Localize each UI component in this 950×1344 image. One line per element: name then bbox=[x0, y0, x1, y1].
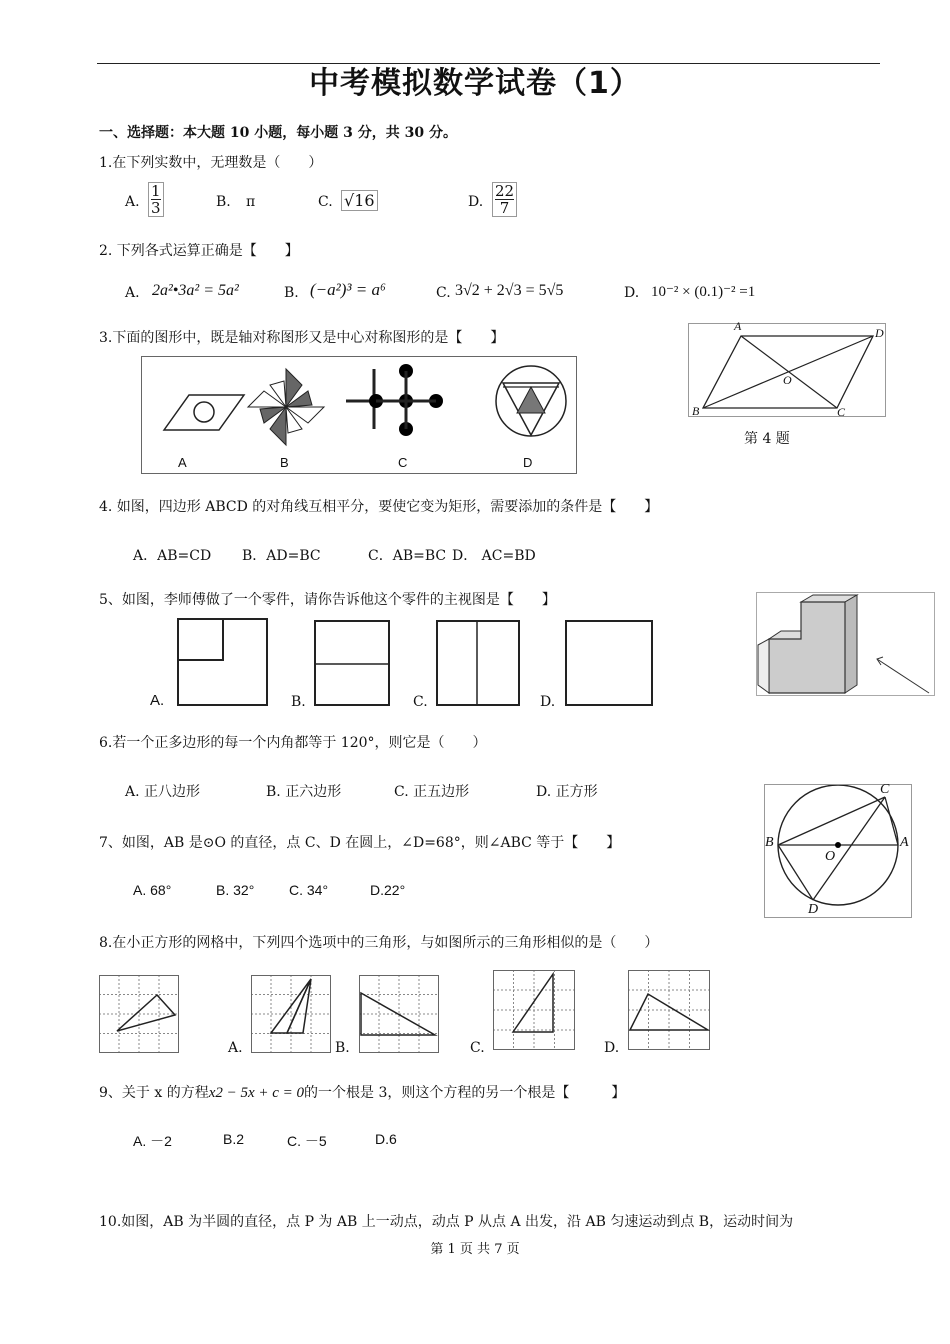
q1-a-denominator: 3 bbox=[151, 199, 161, 217]
q4-figure bbox=[688, 319, 886, 419]
q1-a-numerator: 1 bbox=[151, 182, 161, 200]
q2-option-a-label: A. bbox=[125, 285, 140, 301]
q9-option-d: D.6 bbox=[375, 1131, 397, 1147]
q4-option-d: D． AC=BD bbox=[452, 548, 536, 564]
q7-point-b: B bbox=[765, 835, 774, 850]
q1-d-denominator: 7 bbox=[495, 199, 514, 216]
q4-parallelogram-svg bbox=[689, 324, 885, 416]
q4-option-c: C．AB=BC bbox=[368, 548, 447, 564]
q9-option-b: B.2 bbox=[223, 1131, 245, 1147]
grid-lines bbox=[493, 970, 575, 1050]
q6-option-a: A. 正八边形 bbox=[125, 784, 201, 800]
q7-point-d: D bbox=[808, 902, 819, 917]
q8-label-b: B. bbox=[335, 1040, 350, 1056]
q6-option-c: C. 正五边形 bbox=[394, 784, 470, 800]
q2-option-a: 2a²•3a² = 5a² bbox=[152, 282, 239, 299]
q4-caption: 第 4 题 bbox=[744, 431, 790, 447]
q4-point-b: B bbox=[692, 404, 700, 418]
q7-point-o: O bbox=[825, 849, 836, 864]
q4-option-b: B．AD=BC bbox=[242, 548, 321, 564]
q1-stem: 1.在下列实数中，无理数是（ ） bbox=[99, 155, 323, 171]
q8-option-a-grid bbox=[251, 975, 331, 1057]
q3-label-a: A bbox=[178, 455, 187, 470]
q1-option-a-label: A. bbox=[125, 194, 140, 210]
q5-part-figure bbox=[756, 592, 935, 696]
q9-option-c: C. －5 bbox=[287, 1133, 327, 1149]
q8-reference-grid bbox=[99, 975, 179, 1057]
q9-stem-post: 的一个根是 3，则这个方程的另一个根是【 】 bbox=[304, 1085, 626, 1101]
q9-option-a: A. －2 bbox=[133, 1133, 172, 1149]
page-title: 中考模拟数学试卷（1） bbox=[309, 66, 641, 101]
q3-shape-b bbox=[248, 369, 324, 445]
q2-option-b-label: B. bbox=[284, 285, 299, 301]
q2-option-c: 3√2 + 2√3 = 5√5 bbox=[455, 282, 564, 299]
q5-option-d-figure bbox=[565, 620, 653, 710]
q4-point-c: C bbox=[837, 405, 846, 419]
q6-option-d: D. 正方形 bbox=[536, 784, 598, 800]
q7-figure bbox=[764, 784, 912, 918]
q5-label-c: C. bbox=[413, 694, 428, 710]
q3-shape-a bbox=[164, 395, 244, 430]
grid-lines bbox=[251, 975, 331, 1053]
q2-option-d-label: D. bbox=[624, 285, 640, 301]
q7-option-b: B. 32° bbox=[216, 882, 255, 898]
q7-stem: 7、如图，AB 是⊙O 的直径，点 C、D 在圆上，∠D=68°，则∠ABC 等于【 】 bbox=[99, 835, 621, 851]
q2-option-d: 10⁻² × (0.1)⁻² =1 bbox=[651, 284, 756, 300]
q8-option-d-grid bbox=[628, 970, 710, 1054]
q1-option-b: π bbox=[246, 194, 256, 210]
q3-label-c: C bbox=[398, 455, 408, 470]
q9-stem-pre: 9、关于 x 的方程 bbox=[99, 1085, 209, 1101]
q3-label-b: B bbox=[280, 455, 289, 470]
q1-option-c-label: C. bbox=[318, 194, 333, 210]
q2-option-c-label: C. bbox=[436, 285, 451, 301]
q3-shape-d bbox=[496, 366, 566, 436]
q1-option-a bbox=[148, 182, 164, 217]
q7-option-a: A. 68° bbox=[133, 882, 172, 898]
q5-option-b-figure bbox=[314, 620, 390, 710]
grid-lines bbox=[99, 975, 179, 1053]
q3-stem: 3.下面的图形中，既是轴对称图形又是中心对称图形的是【 】 bbox=[99, 330, 505, 346]
q5-label-b: B. bbox=[291, 694, 306, 710]
q5-stem: 5、如图，李师傅做了一个零件，请你告诉他这个零件的主视图是【 】 bbox=[99, 592, 556, 608]
q8-label-a: A. bbox=[228, 1040, 243, 1056]
q6-option-b: B. 正六边形 bbox=[266, 784, 342, 800]
q5-label-a: A. bbox=[150, 692, 165, 709]
q8-option-c-grid bbox=[493, 970, 575, 1054]
q5-option-a-figure bbox=[177, 618, 269, 710]
q7-point-c: C bbox=[880, 782, 890, 797]
q3-shape-c bbox=[346, 364, 443, 436]
q9-stem bbox=[99, 1082, 625, 1102]
q7-circle-svg bbox=[765, 785, 911, 917]
q1-d-numerator: 22 bbox=[495, 182, 515, 200]
q6-stem: 6.若一个正多边形的每一个内角都等于 120°，则它是（ ） bbox=[99, 735, 487, 751]
q4-point-a: A bbox=[734, 319, 742, 333]
q1-option-d-label: D. bbox=[468, 194, 484, 210]
q8-stem: 8.在小正方形的网格中，下列四个选项中的三角形，与如图所示的三角形相似的是（ ） bbox=[99, 935, 659, 951]
q3-figure-panel bbox=[141, 356, 577, 474]
q2-stem: 2. 下列各式运算正确是【 】 bbox=[99, 243, 299, 259]
q1-option-c: √16 bbox=[341, 190, 378, 211]
q9-equation: x2 − 5x + c = 0 bbox=[208, 1085, 305, 1101]
q5-option-c-figure bbox=[436, 620, 520, 710]
q10-stem: 10.如图，AB 为半圆的直径，点 P 为 AB 上一动点，动点 P 从点 A 出发，沿 AB 匀速运动到点 B，运动时间为 bbox=[99, 1214, 794, 1230]
q2-option-b: (−a²)³ = a⁶ bbox=[310, 280, 386, 299]
q4-point-o: O bbox=[783, 373, 792, 387]
q5-part-svg bbox=[757, 593, 934, 695]
q1-option-d bbox=[492, 182, 517, 217]
q4-option-a: A．AB=CD bbox=[133, 548, 212, 564]
page-footer: 第 1 页 共 7 页 bbox=[430, 1242, 520, 1257]
q7-option-d: D.22° bbox=[370, 882, 406, 898]
q4-point-d: D bbox=[875, 326, 884, 340]
q8-option-b-grid bbox=[359, 975, 439, 1057]
q8-label-c: C. bbox=[470, 1040, 485, 1056]
q1-option-b-label: B. bbox=[216, 194, 231, 210]
q3-label-d: D bbox=[523, 455, 533, 470]
q8-label-d: D. bbox=[604, 1040, 620, 1056]
q5-label-d: D. bbox=[540, 694, 556, 710]
q3-shapes-svg bbox=[142, 357, 576, 473]
q7-option-c: C. 34° bbox=[289, 882, 329, 898]
q7-point-a: A bbox=[900, 835, 909, 850]
q4-stem: 4. 如图，四边形 ABCD 的对角线互相平分，要使它变为矩形，需要添加的条件是【 】 bbox=[99, 499, 659, 515]
section-heading: 一、选择题：本大题 10 小题，每小题 3 分，共 30 分。 bbox=[99, 125, 457, 141]
